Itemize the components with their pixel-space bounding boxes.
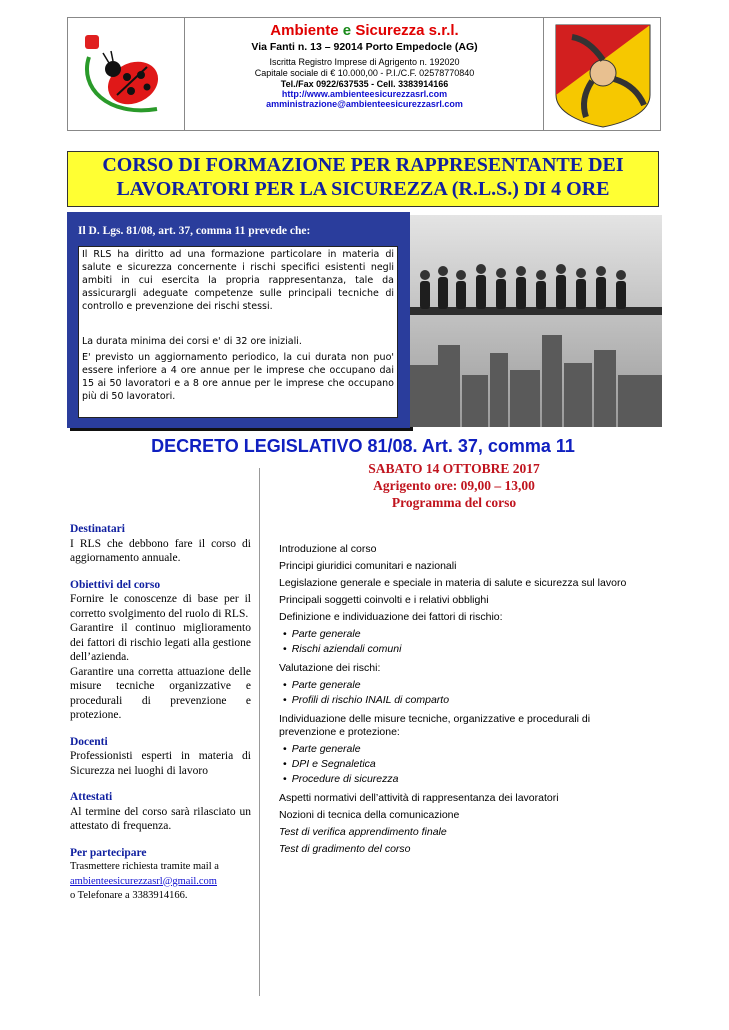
contact-email-link[interactable]: ambienteesicurezzasrl@gmail.com — [70, 875, 217, 887]
company-email[interactable]: amministrazione@ambienteesicurezzasrl.com — [266, 99, 463, 109]
company-info — [186, 22, 543, 109]
list-subitem: • Profili di rischio INAIL di comparto — [279, 694, 649, 707]
attestati-heading: Attestati — [70, 791, 113, 803]
decree-title: DECRETO LEGISLATIVO 81/08. Art. 37, comma 11 — [151, 436, 575, 456]
destinatari-text: I RLS che debbono fare il corso di aggiornamento annuale. — [70, 537, 251, 564]
workers-photo — [410, 215, 662, 427]
list-item: Definizione e individuazione dei fattori di rischio: — [279, 611, 503, 623]
destinatari-heading: Destinatari — [70, 523, 125, 535]
company-logo — [67, 17, 185, 131]
list-subitem: • DPI e Segnaletica — [279, 758, 649, 771]
company-phone: Tel./Fax 0922/637535 - Cell. 3383914166 — [280, 79, 449, 89]
company-capital: Capitale sociale di € 10.000,00 - P.I./C.F. 02578770840 — [254, 68, 475, 78]
list-item: Nozioni di tecnica della comunicazione — [279, 809, 460, 821]
company-registry: Iscritta Registro Imprese di Agrigento n. 192020 — [269, 57, 460, 67]
law-paragraph-2: La durata minima dei corsi e' di 32 ore iniziali. — [82, 336, 302, 347]
list-item: Individuazione delle misure tecniche, organizzative e procedurali di prevenzione e protezione: — [279, 713, 591, 738]
obiettivi-text-2: Garantire il continuo miglioramento dei fattori di rischio legati alla gestione dell’azienda. — [70, 622, 251, 663]
ladybug-icon — [67, 17, 185, 131]
attestati-text: Al termine del corso sarà rilasciato un attestato di frequenza. — [70, 805, 251, 832]
program-label: Programma del corso — [391, 495, 517, 510]
list-item: Test di verifica apprendimento finale — [279, 826, 447, 838]
docenti-heading: Docenti — [70, 735, 108, 748]
list-item: Valutazione dei rischi: — [279, 662, 381, 674]
list-subitem: • Parte generale — [279, 679, 649, 692]
list-item: Principi giuridici comunitari e nazionali — [279, 560, 457, 572]
company-address: Via Fanti n. 13 – 92014 Porto Empedocle (AG) — [251, 41, 478, 53]
partecipare-phone: o Telefonare a 3383914166. — [70, 890, 188, 901]
list-subitem: • Rischi aziendali comuni — [279, 643, 649, 656]
page-title: CORSO DI FORMAZIONE PER RAPPRESENTANTE DEI LAVORATORI PER LA SICUREZZA (R.L.S.) DI 4 ORE — [102, 154, 624, 200]
course-program — [279, 543, 649, 860]
list-item: Aspetti normativi dell’attività di rappresentanza dei lavoratori — [279, 792, 559, 804]
law-paragraph-3: E' previsto un aggiornamento periodico, la cui durata non puo' essere inferiore a 4 ore annue per le imprese che occupano dai 15 ai 50 lavoratori e a 8 ore annue per le imprese che occupano più di 50 lavoratori. — [82, 352, 394, 402]
course-place-time: Agrigento ore: 09,00 – 13,00 — [373, 478, 535, 493]
course-details — [70, 522, 251, 904]
column-divider — [259, 468, 260, 996]
law-paragraph-1: Il RLS ha diritto ad una formazione particolare in materia di salute e sicurezza concernente i rischi specifici esistenti negli ambiti in cui esercita la propria rappresentanza, tale da assicurargli adeguate competenze sulle principali tecniche di controllo e prevenzione dei rischi stessi. — [82, 249, 394, 312]
company-website[interactable]: http://www.ambienteesicurezzasrl.com — [281, 89, 448, 99]
list-item: Principali soggetti coinvolti e i relativi obblighi — [279, 594, 489, 606]
law-heading: Il D. Lgs. 81/08, art. 37, comma 11 prevede che: — [78, 225, 311, 237]
list-item: Test di gradimento del corso — [279, 843, 411, 855]
course-schedule — [262, 460, 646, 511]
obiettivi-text-3: Garantire una corretta attuazione delle misure tecniche organizzative e procedurali di prevenzione e protezione. — [70, 665, 251, 721]
list-item: Legislazione generale e speciale in materia di salute e sicurezza sul lavoro — [279, 577, 627, 589]
list-subitem: • Parte generale — [279, 628, 649, 641]
list-subitem: • Parte generale — [279, 743, 649, 756]
obiettivi-heading: Obiettivi del corso — [70, 578, 161, 591]
list-subitem: • Procedure di sicurezza — [279, 773, 649, 786]
docenti-text: Professionisti esperti in materia di Sicurezza nei luoghi di lavoro — [70, 750, 251, 777]
partecipare-heading: Per partecipare — [70, 846, 147, 859]
list-item: Introduzione al corso — [279, 543, 377, 555]
obiettivi-text-1: Fornire le conoscenze di base per il corretto svolgimento del ruolo di RLS. — [70, 593, 251, 620]
trinacria-icon — [544, 17, 662, 131]
sicily-crest — [543, 17, 661, 131]
partecipare-text: Trasmettere richiesta tramite mail a — [70, 861, 219, 872]
course-date: SABATO 14 OTTOBRE 2017 — [368, 461, 540, 476]
company-name: Ambiente e Sicurezza s.r.l. — [270, 22, 459, 39]
